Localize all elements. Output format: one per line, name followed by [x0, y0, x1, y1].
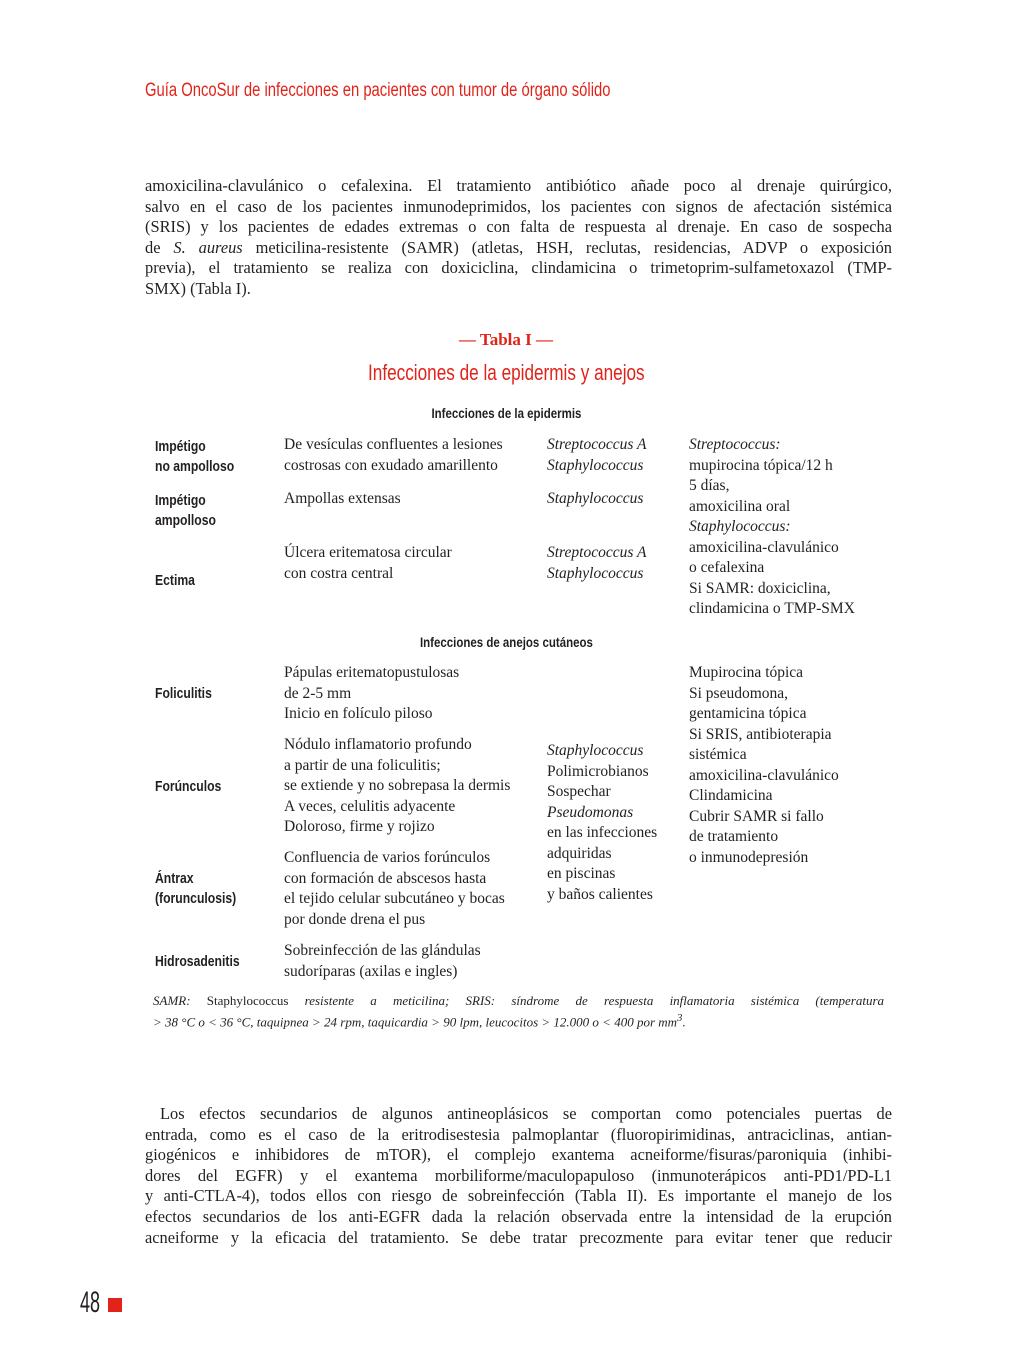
paragraph-line: entrada, como es el caso de la eritrodisestesia palmoplantar (fluoropirimidinas, antraciclinas, antian-	[145, 1124, 892, 1144]
section-title-anejos	[0, 634, 1012, 650]
paragraph-line: efectos secundarios de los anti-EGFR dada la relación observada entre la intensidad de la erupción	[145, 1206, 892, 1226]
description-hidrosadenitis	[284, 941, 481, 982]
treatment-line: sistémica	[689, 746, 747, 763]
table-title	[0, 360, 1012, 386]
treatment-line: mupirocina tópica/12 h	[689, 456, 833, 474]
treatment-line: Cubrir SAMR si fallo	[689, 807, 824, 825]
paragraph-line: amoxicilina-clavulánico o cefalexina. El tratamiento antibiótico añade poco al drenaje quirúrgico,	[145, 176, 892, 195]
paragraph-line: (SRIS) y los pacientes de edades extremas o con falta de respuesta al drenaje. En caso de sospecha	[145, 217, 892, 237]
term-antrax	[155, 869, 252, 909]
description-line: a partir de una foliculitis;	[284, 756, 441, 774]
paragraph-text: de	[145, 237, 161, 257]
footnote-organism: Staphylococcus	[206, 993, 289, 1008]
description-line: Ampollas extensas	[284, 490, 401, 507]
description-line: costrosas con exudado amarillento	[284, 456, 498, 474]
term-line: Impétigo	[155, 439, 206, 455]
description-line: sudoríparas (axilas e ingles)	[284, 962, 458, 980]
running-header: Guía OncoSur de infecciones en pacientes con tumor de órgano sólido	[145, 80, 611, 101]
treatment-line: amoxicilina-clavulánico	[689, 538, 839, 556]
description-line: A veces, celulitis adyacente	[284, 797, 456, 815]
term-impetigo-ampolloso	[155, 491, 228, 531]
treatment-line: o inmunodepresión	[689, 848, 809, 866]
footnote-label: SAMR:	[153, 993, 191, 1008]
treatment-line: Clindamicina	[689, 787, 773, 804]
description-line: por donde drena el pus	[284, 910, 426, 928]
treatment-line: amoxicilina-clavulánico	[689, 766, 839, 784]
treatment-line: Si pseudomona,	[689, 684, 789, 702]
description-line: Inicio en folículo piloso	[284, 705, 433, 722]
footnote-line	[153, 1010, 884, 1031]
term-line: no ampolloso	[155, 459, 235, 475]
term-line: Ectima	[155, 573, 195, 589]
description-line: Pápulas eritematopustulosas	[284, 664, 460, 681]
paragraph-line: salvo en el caso de los pacientes inmunodeprimidos, los pacientes con signos de afectación sistémica	[145, 196, 892, 216]
treatment-line: Mupirocina tópica	[689, 664, 804, 681]
page-number: 48	[80, 1286, 101, 1319]
description-line: Sobreinfección de las glándulas	[284, 942, 481, 959]
agent-line: Staphylococcus	[547, 490, 644, 507]
agent-line: Staphylococcus	[547, 742, 644, 759]
agent-line: Sospechar	[547, 783, 611, 800]
description-line: de 2-5 mm	[284, 684, 352, 702]
treatment-heading: Streptococcus:	[689, 436, 781, 453]
term-line: ampolloso	[155, 513, 216, 529]
paragraph-line: SMX) (Tabla I).	[145, 278, 251, 298]
description-foliculitis	[284, 663, 459, 725]
paragraph-line: Los efectos secundarios de algunos antineoplásicos se comportan como potenciales puertas de	[160, 1104, 892, 1123]
description-line: con costra central	[284, 564, 394, 582]
table-footnote	[153, 993, 884, 1030]
agent-line: Staphylococcus	[547, 456, 644, 474]
description-impetigo-ampolloso	[284, 489, 401, 510]
term-line: Hidrosadenitis	[155, 954, 240, 970]
term-foliculitis	[155, 684, 223, 704]
agent-line: en piscinas	[547, 865, 616, 882]
term-ectima	[155, 571, 203, 591]
paragraph-text: meticilina-resistente (SAMR) (atletas, HSH, reclutas, residencias, ADVP o exposición	[255, 237, 892, 257]
description-line: Úlcera eritematosa circular	[284, 544, 452, 561]
paragraph-line: acneiforme y la eficacia del tratamiento. Se debe tratar precozmente para evitar tener que reducir	[145, 1227, 892, 1247]
treatment-line: 5 días,	[689, 477, 730, 494]
footnote-text: resistente a meticilina; SRIS: síndrome de respuesta inflamatoria sistémica (temperatura	[304, 993, 885, 1008]
footnote-text: .	[682, 1013, 686, 1029]
term-line: Ántrax	[155, 871, 194, 887]
agent-line: Staphylococcus	[547, 564, 644, 582]
footnote-line	[153, 993, 884, 1010]
term-line: (forunculosis)	[155, 891, 237, 907]
section-title-text: Infecciones de la epidermis	[431, 405, 581, 421]
footnote-text: > 38 °C o < 36 °C, taquipnea > 24 rpm, taquicardia > 90 lpm, leucocitos > 12.000 o < 400 por mm	[153, 1013, 678, 1029]
body-paragraph-2	[145, 1104, 892, 1248]
term-line: Forúnculos	[155, 779, 222, 795]
paragraph-line: previa), el tratamiento se realiza con doxiciclina, clindamicina o trimetoprim-sulfametoxazol (TMP-	[145, 258, 892, 278]
description-line: Confluencia de varios forúnculos	[284, 849, 491, 866]
treatment-anejos	[689, 663, 839, 868]
treatment-epidermis	[689, 435, 855, 620]
footnote-superscript: 3	[677, 1011, 683, 1024]
paragraph-line	[145, 238, 892, 259]
treatment-heading: Staphylococcus:	[689, 518, 791, 535]
agent-line: Streptococcus A	[547, 436, 647, 453]
paragraph-line: dores del EGFR) y el exantema morbiliforme/maculopapuloso (inmunoterápicos anti-PD1/PD-L1	[145, 1165, 892, 1185]
description-impetigo-no-ampolloso	[284, 435, 503, 476]
description-antrax	[284, 848, 505, 930]
section-title-text: Infecciones de anejos cutáneos	[419, 634, 593, 650]
agent-line: Polimicrobianos	[547, 762, 649, 780]
treatment-line: amoxicilina oral	[689, 497, 791, 515]
term-line: Foliculitis	[155, 686, 212, 702]
treatment-line: clindamicina o TMP-SMX	[689, 600, 855, 617]
term-line: Impétigo	[155, 493, 206, 509]
treatment-line: o cefalexina	[689, 559, 765, 576]
agent-line: en las infecciones	[547, 824, 658, 841]
agent-line: y baños calientes	[547, 885, 653, 903]
term-forunculos	[155, 777, 234, 797]
agents-impetigo-ampolloso	[547, 489, 643, 510]
description-ectima	[284, 543, 452, 584]
description-line: Nódulo inflamatorio profundo	[284, 736, 472, 753]
treatment-line: Si SRIS, antibioterapia	[689, 725, 832, 743]
paragraph-line: giogénicos e inhibidores de mTOR), el complejo exantema acneiforme/fisuras/paroniquia (inhibi-	[145, 1145, 892, 1165]
description-forunculos	[284, 735, 510, 838]
treatment-line: Si SAMR: doxiciclina,	[689, 579, 831, 597]
description-line: el tejido celular subcutáneo y bocas	[284, 890, 505, 907]
paragraph-line: y anti-CTLA-4), todos ellos con riesgo de sobreinfección (Tabla II). Es importante el manejo de los	[145, 1186, 892, 1206]
agent-line: Pseudomonas	[547, 803, 634, 821]
organism-name: S. aureus	[173, 237, 243, 257]
agents-anejos	[547, 741, 657, 905]
agents-impetigo-no-ampolloso	[547, 435, 646, 476]
body-paragraph-1	[145, 176, 892, 300]
description-line: De vesículas confluentes a lesiones	[284, 436, 503, 453]
description-line: se extiende y no sobrepasa la dermis	[284, 777, 511, 794]
table-title-text: Infecciones de la epidermis y anejos	[367, 360, 645, 385]
agent-line: Streptococcus A	[547, 544, 647, 561]
term-hidrosadenitis	[155, 952, 256, 972]
treatment-line: gentamicina tópica	[689, 705, 807, 722]
treatment-line: de tratamiento	[689, 828, 779, 845]
description-line: con formación de abscesos hasta	[284, 869, 487, 887]
agents-ectima	[547, 543, 646, 584]
section-title-epidermis	[0, 405, 1012, 421]
page-marker-square	[108, 1298, 122, 1312]
table-number: — Tabla I —	[458, 330, 553, 349]
term-impetigo-no-ampolloso	[155, 437, 249, 477]
description-line: Doloroso, firme y rojizo	[284, 818, 435, 835]
agent-line: adquiridas	[547, 844, 612, 862]
